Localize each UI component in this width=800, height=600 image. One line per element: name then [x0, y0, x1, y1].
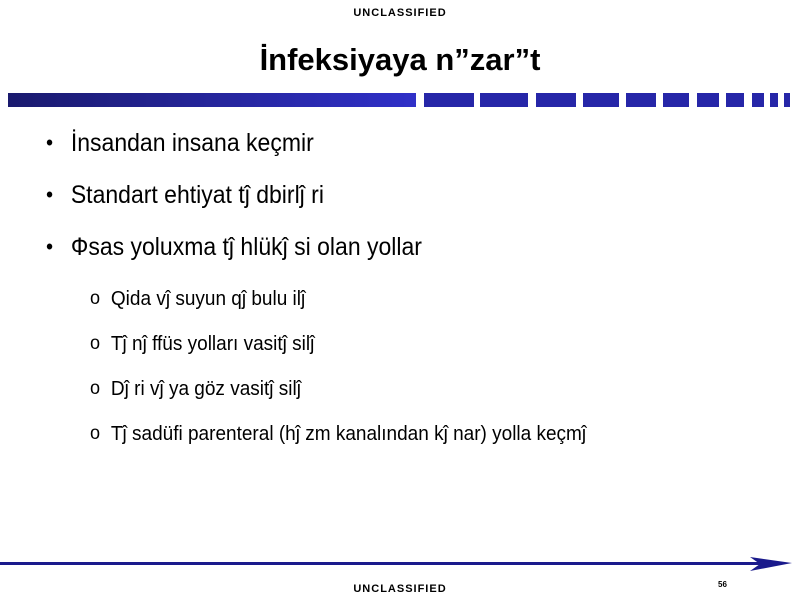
bullet-item	[46, 128, 635, 180]
slide-title: İnfeksiyaya n”zar”t	[259, 42, 541, 77]
sub-bullet-icon: o	[90, 288, 101, 309]
sub-bullet-item	[90, 284, 643, 314]
bullet-icon: •	[46, 130, 54, 155]
sub-bullet-icon: o	[90, 333, 101, 354]
footer-arrow-line	[0, 557, 800, 573]
sub-bullet-text: Dĵ ri vĵ ya göz vasitĵ silĵ	[110, 378, 301, 400]
sub-bullet-text: Tĵ nĵ ffüs yolları vasitĵ silĵ	[110, 333, 315, 355]
bullet-list	[46, 128, 686, 464]
sub-bullet-text: Tĵ sadüfi parenteral (hĵ zm kanalından kĵ nar) yolla keçmĵ	[110, 423, 587, 445]
sub-bullet-text: Qida vĵ suyun qĵ bulu ilĵ	[110, 288, 306, 310]
sub-bullet-item	[90, 329, 643, 359]
bullet-text: Фsas yoluxma tĵ hlükĵ si olan yollar	[70, 233, 422, 261]
sub-bullet-icon: o	[90, 378, 101, 399]
bullet-item	[46, 232, 635, 284]
title-divider-bar	[8, 93, 794, 107]
bullet-text: Standart ehtiyat tĵ dbirlĵ ri	[70, 181, 324, 209]
sub-bullet-item	[90, 419, 643, 449]
sub-bullet-icon: o	[90, 423, 101, 444]
classification-footer: UNCLASSIFIED	[353, 583, 447, 595]
classification-header: UNCLASSIFIED	[353, 7, 447, 19]
page-number: 56	[718, 580, 727, 589]
bullet-text: İnsandan insana keçmir	[70, 129, 314, 157]
sub-bullet-item	[90, 374, 643, 404]
bullet-item	[46, 180, 635, 232]
bullet-icon: •	[46, 234, 54, 259]
bullet-icon: •	[46, 182, 54, 207]
